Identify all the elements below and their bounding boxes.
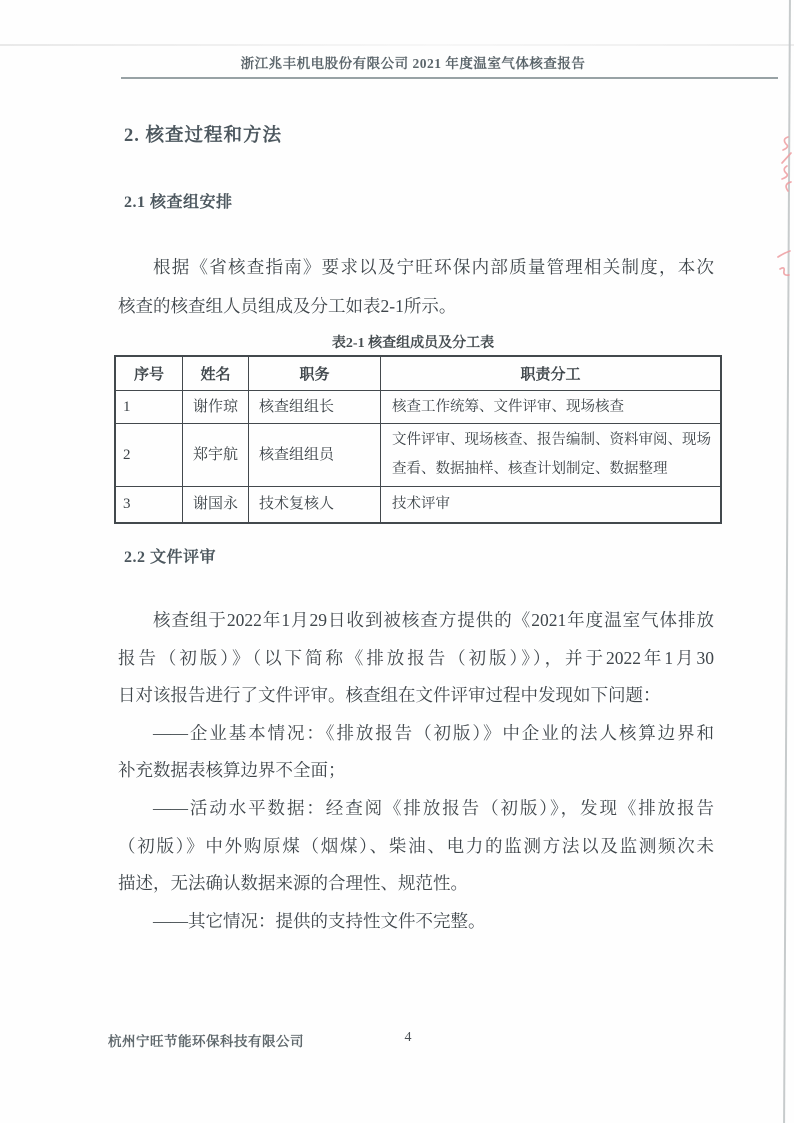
text-line: ——企业基本情况：《排放报告（初版）》中企业的法人核算边界和 (153, 722, 714, 743)
table-cell: 文件评审、现场核查、报告编制、资料审阅、现场查看、数据抽样、核查计划制定、数据整理 (381, 424, 722, 487)
table-row (115, 424, 721, 487)
table-cell: 技术评审 (381, 487, 722, 523)
file-review-paragraphs (118, 602, 714, 940)
table-cell: 3 (115, 487, 183, 523)
text-line: 核查组于2022年1月29日收到被核查方提供的《2021年度温室气体排放 (153, 610, 714, 630)
table-cell: 核查组组长 (249, 391, 381, 424)
page-number: 4 (404, 1030, 412, 1045)
table-head (115, 356, 721, 391)
column-header: 职务 (249, 356, 381, 391)
table-cell: 2 (115, 424, 183, 487)
table-cell: 谢作琼 (183, 391, 249, 424)
table-cell: 核查组组员 (249, 424, 381, 487)
table-caption: 表2-1 核查组成员及分工表 (331, 336, 495, 351)
page-header-title: 浙江兆丰机电股份有限公司 2021 年度温室气体核查报告 (240, 56, 586, 71)
handwritten-margin-mark (774, 248, 792, 280)
text-line: 补充数据表核算边界不全面； (118, 760, 346, 781)
text-line: 核查的核查组人员组成及分工如表2-1所示。 (118, 295, 457, 316)
text-line: ——活动水平数据：经查阅《排放报告（初版）》，发现《排放报告 (153, 797, 714, 818)
text-line: （初版）》中外购原煤（烟煤）、柴油、电力的监测方法以及监测频次未 (118, 835, 714, 856)
table-cell: 技术复核人 (249, 487, 381, 523)
text-line: 日对该报告进行了文件评审。核查组在文件评审过程中发现如下问题： (118, 685, 661, 706)
team-table (114, 355, 722, 524)
table-cell: 1 (115, 391, 183, 424)
table-cell: 核查工作统筹、文件评审、现场核查 (381, 391, 722, 424)
table-row (115, 391, 721, 424)
header-rule (121, 77, 778, 79)
column-header: 职责分工 (381, 356, 722, 391)
scan-artifact-top (0, 44, 794, 46)
text-line: ——其它情况：提供的支持性文件不完整。 (153, 910, 486, 931)
column-header: 姓名 (183, 356, 249, 391)
section-heading-2-1: 2.1 核查组安排 (124, 194, 233, 211)
table-row (115, 487, 721, 523)
section-heading-2-2: 2.2 文件评审 (124, 549, 217, 566)
text-line: 报告（初版）》（以下简称《排放报告（初版）》），并于2022年1月30 (118, 647, 714, 668)
team-intro-paragraph (118, 248, 714, 325)
section-heading-2: 2. 核查过程和方法 (124, 126, 283, 146)
text-line: 根据《省核查指南》要求以及宁旺环保内部质量管理相关制度，本次 (153, 257, 714, 277)
table-header-row (115, 356, 721, 391)
footer-company: 杭州宁旺节能环保科技有限公司 (108, 1034, 304, 1049)
table-body (115, 391, 721, 523)
table-cell: 谢国永 (183, 487, 249, 523)
text-line: 描述，无法确认数据来源的合理性、规范性。 (118, 873, 468, 894)
column-header: 序号 (115, 356, 183, 391)
handwritten-margin-mark (772, 134, 794, 194)
table-cell: 郑宇航 (183, 424, 249, 487)
